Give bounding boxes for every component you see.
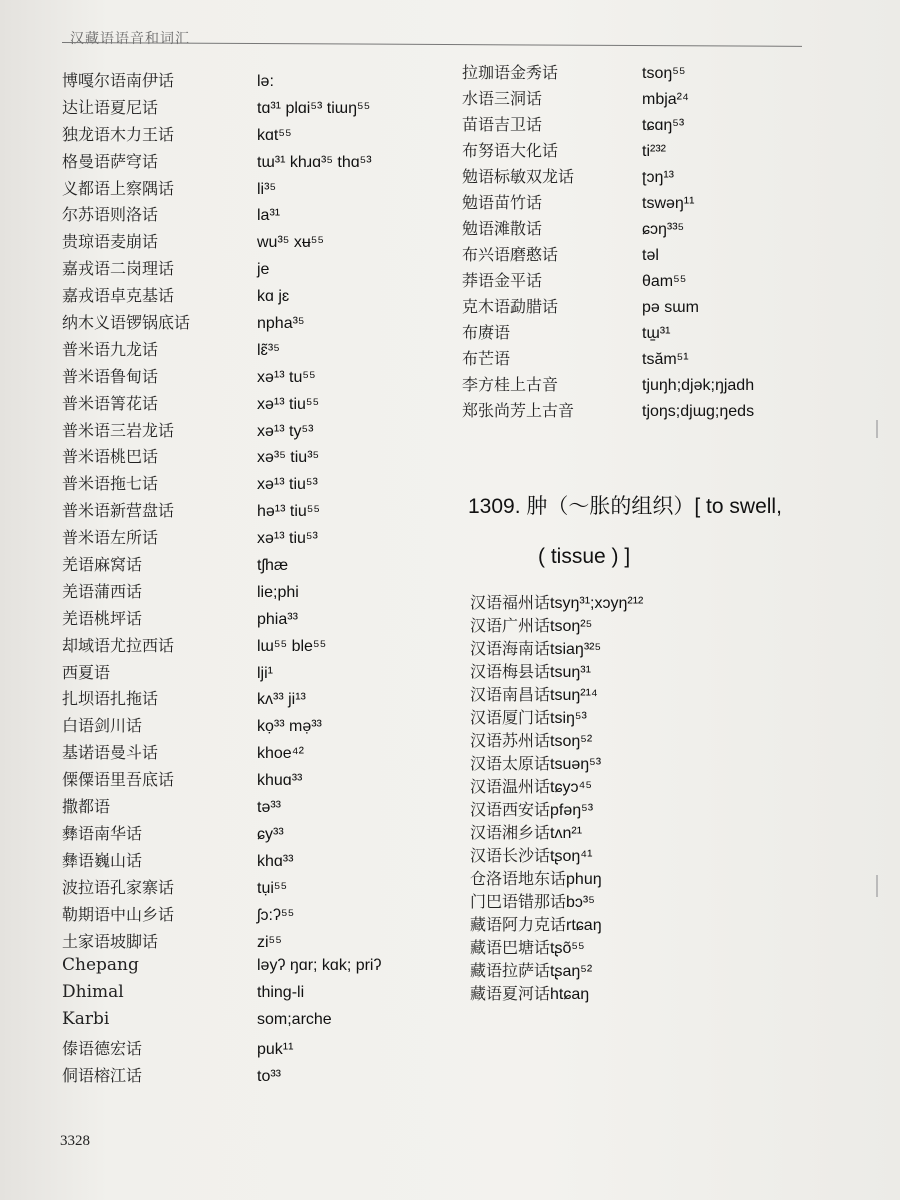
dialect-entry <box>462 138 842 164</box>
dialect-entry <box>62 821 402 848</box>
dialect-entry <box>462 60 842 86</box>
dialect-name: 藏语夏河话 <box>470 984 551 1003</box>
phonetic-form: tsuəŋ⁵³ <box>550 756 602 773</box>
dialect-entry <box>470 705 850 728</box>
dialect-name: 却域语尤拉西话 <box>62 635 175 655</box>
phonetic-form: tswəŋ¹¹ <box>642 195 695 212</box>
phonetic-form: ləyʔ ŋɑr; kɑk; priʔ <box>257 957 382 975</box>
phonetic-form: tɕyɔ⁴⁵ <box>550 779 592 796</box>
dialect-name: 李方桂上古音 <box>462 375 559 394</box>
dialect-name: 汉语南昌话 <box>470 685 551 704</box>
dialect-entry <box>470 958 850 981</box>
phonetic-form: lji¹ <box>257 664 273 682</box>
page-number: 3328 <box>60 1133 90 1149</box>
phonetic-form: tjoŋs;djɯg;ŋeds <box>642 403 755 420</box>
phonetic-form: təl <box>642 247 659 264</box>
dialect-entry <box>62 176 402 203</box>
dialect-name: 羌语麻窝话 <box>62 555 143 575</box>
dialect-name: 侗语榕江话 <box>62 1065 143 1085</box>
entry-heading: 1309. 肿（～胀的组织）[ to swell, <box>468 495 782 518</box>
dialect-entry <box>62 982 402 1009</box>
phonetic-form: ɕɔŋ³³⁵ <box>642 221 685 238</box>
dialect-entry <box>62 391 402 418</box>
dialect-name: 仓洛语地东话 <box>470 869 567 888</box>
dialect-name: 汉语海南话 <box>470 639 551 658</box>
phonetic-form: thing-li <box>257 984 305 1002</box>
phonetic-form: tsiaŋ³²⁵ <box>550 641 602 658</box>
phonetic-form: tə³³ <box>257 799 281 817</box>
dialect-entry <box>462 294 842 320</box>
dialect-entry <box>62 713 402 740</box>
dialect-name: 傈僳语里吾底话 <box>62 770 175 790</box>
dialect-entry <box>62 310 402 337</box>
dialect-entry <box>62 68 402 95</box>
dialect-entry <box>470 981 850 1004</box>
dialect-entry <box>470 774 850 797</box>
dialect-name: 汉语福州话 <box>470 593 551 612</box>
dialect-name: 白语剑川话 <box>62 716 143 736</box>
dialect-name: 藏语阿力克话 <box>470 915 567 934</box>
phonetic-form: ʃɔ:ʔ⁵⁵ <box>257 906 295 924</box>
dialect-entry <box>470 590 850 613</box>
phonetic-form: tjuŋh;djək;ŋjadh <box>642 377 755 394</box>
phonetic-form: xə¹³ tiu⁵⁵ <box>257 395 320 413</box>
dialect-name: 贵琼语麦崩话 <box>62 232 159 252</box>
dialect-entry <box>462 372 842 398</box>
right-column-top <box>462 60 842 424</box>
dialect-name: 汉语太原话 <box>470 754 551 773</box>
phonetic-form: kɑt⁵⁵ <box>257 126 292 144</box>
dialect-entry <box>62 606 402 633</box>
dialect-name: 尔苏语则洛话 <box>62 205 159 225</box>
dialect-name: 西夏语 <box>62 662 111 682</box>
phonetic-form: khɑ³³ <box>257 852 294 870</box>
phonetic-form: θam⁵⁵ <box>642 273 687 290</box>
phonetic-form: tʃhæ <box>257 557 289 575</box>
dialect-entry <box>62 794 402 821</box>
dialect-entry <box>62 256 402 283</box>
dialect-entry <box>62 1009 402 1036</box>
dialect-entry <box>62 660 402 687</box>
dialect-name: 普米语拖七话 <box>62 474 159 494</box>
dialect-entry <box>62 364 402 391</box>
phonetic-form: ɕy³³ <box>257 825 284 843</box>
dialect-name: 汉语温州话 <box>470 777 551 796</box>
dialect-name: 普米语新营盘话 <box>62 501 175 521</box>
margin-mark <box>876 420 878 438</box>
phonetic-form: wu³⁵ xʉ⁵⁵ <box>257 234 325 252</box>
dialect-name: 博嘎尔语南伊话 <box>62 71 175 90</box>
dialect-name: Karbi <box>62 1009 110 1030</box>
phonetic-form: tʌn²¹ <box>550 825 583 842</box>
phonetic-form: tɕɑŋ⁵³ <box>642 117 685 134</box>
dialect-name: 汉语湘乡话 <box>470 823 551 842</box>
dialect-entry <box>62 633 402 660</box>
phonetic-form: som;arche <box>257 1011 332 1029</box>
dialect-entry <box>470 866 850 889</box>
dialect-name: 嘉戎语二岗理话 <box>62 259 175 279</box>
phonetic-form: zi⁵⁵ <box>257 933 282 951</box>
dialect-name: 嘉戎语卓克基话 <box>62 286 175 306</box>
dialect-name: 拉珈语金秀话 <box>462 63 559 82</box>
phonetic-form: je <box>257 261 270 279</box>
dialect-name: 藏语巴塘话 <box>470 938 551 957</box>
phonetic-form: tʂaŋ⁵² <box>550 963 593 980</box>
dialect-name: 波拉语孔家寨话 <box>62 877 175 897</box>
dialect-name: 勒期语中山乡话 <box>62 904 175 924</box>
phonetic-form: li³⁵ <box>257 180 277 198</box>
dialect-name: 扎坝语扎拖话 <box>62 689 159 709</box>
dialect-entry <box>470 797 850 820</box>
dialect-name: 纳木义语锣锅底话 <box>62 313 191 333</box>
dialect-name: 义都语上察隅话 <box>62 178 175 198</box>
dialect-entry <box>470 935 850 958</box>
phonetic-form: ʈɔŋ¹³ <box>642 169 674 186</box>
phonetic-form: puk¹¹ <box>257 1041 294 1059</box>
dialect-name: 勉语滩散话 <box>462 219 543 238</box>
dialect-entry <box>470 820 850 843</box>
dialect-entry <box>62 740 402 767</box>
dialect-entry <box>62 686 402 713</box>
dialect-entry <box>62 418 402 445</box>
dialect-name: 布芒语 <box>462 349 511 368</box>
dialect-name: 汉语厦门话 <box>470 708 551 727</box>
dialect-entry <box>62 471 402 498</box>
phonetic-form: tɯ̠³¹ <box>642 325 671 342</box>
phonetic-form: htɕaŋ <box>550 986 590 1003</box>
dialect-name: 羌语桃坪话 <box>62 608 143 628</box>
phonetic-form: tsoŋ⁵² <box>550 733 593 750</box>
dialect-entry <box>462 320 842 346</box>
phonetic-form: xə¹³ tu⁵⁵ <box>257 368 316 386</box>
phonetic-form: lɯ⁵⁵ ble⁵⁵ <box>257 637 327 655</box>
dialect-entry <box>470 843 850 866</box>
phonetic-form: hə¹³ tiu⁵⁵ <box>257 503 321 521</box>
dialect-name: 水语三洞话 <box>462 89 543 108</box>
phonetic-form: khoe⁴² <box>257 745 304 763</box>
phonetic-form: kọ³³ mə̣³³ <box>257 718 322 736</box>
dialect-name: 彝语巍山话 <box>62 850 143 870</box>
dialect-entry <box>470 912 850 935</box>
dialect-entry <box>62 149 402 176</box>
dialect-name: 汉语西安话 <box>470 800 551 819</box>
phonetic-form: kʌ³³ ji¹³ <box>257 691 306 709</box>
phonetic-form: khuɑ³³ <box>257 772 303 790</box>
dialect-name: 普米语鲁甸话 <box>62 366 159 386</box>
phonetic-form: ti²³² <box>642 143 666 160</box>
dialect-entry <box>62 1063 402 1090</box>
dialect-entry <box>470 659 850 682</box>
dialect-name: 达让语夏尼话 <box>62 97 159 117</box>
dialect-name: 苗语吉卫话 <box>462 115 543 134</box>
dialect-name: 莽语金平话 <box>462 271 543 290</box>
dialect-entry <box>462 86 842 112</box>
phonetic-form: tɑ³¹ plɑi⁵³ tiɯŋ⁵⁵ <box>257 99 371 117</box>
phonetic-form: tsoŋ⁵⁵ <box>642 65 686 82</box>
phonetic-form: tụi⁵⁵ <box>257 879 288 897</box>
dialect-entry <box>62 579 402 606</box>
dialect-name: 克木语勐腊话 <box>462 297 559 316</box>
dialect-entry <box>462 164 842 190</box>
dialect-name: 普米语箐花话 <box>62 393 159 413</box>
phonetic-form: to³³ <box>257 1067 281 1085</box>
dialect-entry <box>62 955 402 982</box>
phonetic-form: kɑ jɛ <box>257 288 290 306</box>
dialect-entry <box>462 398 842 424</box>
phonetic-form: tɯ³¹ khɹɑ³⁵ thɑ⁵³ <box>257 153 372 171</box>
running-header: 汉藏语语音和词汇 <box>70 31 190 47</box>
dialect-entry <box>62 1036 402 1063</box>
phonetic-form: phia³³ <box>257 610 298 628</box>
dialect-name: 汉语梅县话 <box>470 662 551 681</box>
dialect-entry <box>62 229 402 256</box>
phonetic-form: pə sɯm <box>642 299 699 316</box>
phonetic-form: tsoŋ²⁵ <box>550 618 593 635</box>
dialect-name: 基诺语曼斗话 <box>62 743 159 763</box>
dialect-entry <box>62 202 402 229</box>
dialect-name: 汉语长沙话 <box>470 846 551 865</box>
dialect-name: 门巴语错那话 <box>470 892 567 911</box>
dialect-name: 羌语蒲西话 <box>62 581 143 601</box>
dialect-entry <box>62 444 402 471</box>
dialect-entry <box>462 268 842 294</box>
phonetic-form: xə¹³ tiu⁵³ <box>257 530 318 548</box>
phonetic-form: rtɕaŋ <box>566 917 602 934</box>
dialect-name: 藏语拉萨话 <box>470 961 551 980</box>
dialect-name: 汉语苏州话 <box>470 731 551 750</box>
dialect-entry <box>462 112 842 138</box>
phonetic-form: tʂoŋ⁴¹ <box>550 848 593 865</box>
phonetic-form: pfəŋ⁵³ <box>550 802 594 819</box>
dialect-entry <box>470 889 850 912</box>
phonetic-form: npha³⁵ <box>257 315 305 333</box>
dialect-entry <box>62 929 402 956</box>
dialect-name: 普米语三岩龙话 <box>62 420 175 440</box>
entry-heading-continued: ( tissue ) ] <box>538 545 631 568</box>
phonetic-form: bɔ³⁵ <box>566 894 595 911</box>
dialect-entry <box>62 525 402 552</box>
phonetic-form: tsyŋ³¹;xɔyŋ²¹² <box>550 595 644 612</box>
dialect-entry <box>62 848 402 875</box>
left-column <box>62 68 402 1090</box>
phonetic-form: tsăm⁵¹ <box>642 351 689 368</box>
dialect-name: 布兴语磨憨话 <box>462 245 559 264</box>
dialect-entry <box>62 283 402 310</box>
dialect-entry <box>462 216 842 242</box>
dialect-name: 彝语南华话 <box>62 823 143 843</box>
dialect-entry <box>62 122 402 149</box>
phonetic-form: tsuŋ²¹⁴ <box>550 687 598 704</box>
phonetic-form: tʂõ⁵⁵ <box>550 940 585 957</box>
phonetic-form: lɛ̃³⁵ <box>257 341 280 359</box>
dialect-entry <box>62 95 402 122</box>
dialect-entry <box>62 498 402 525</box>
dialect-entry <box>62 767 402 794</box>
right-column-bottom <box>470 590 850 1004</box>
dialect-entry <box>62 902 402 929</box>
dialect-name: Chepang <box>62 955 139 976</box>
phonetic-form: la³¹ <box>257 207 281 225</box>
dialect-name: Dhimal <box>62 982 124 1003</box>
phonetic-form: xə¹³ tiu⁵³ <box>257 476 318 494</box>
margin-mark <box>876 875 878 897</box>
dialect-entry <box>470 728 850 751</box>
dialect-entry <box>462 242 842 268</box>
dialect-entry <box>470 613 850 636</box>
dialect-name: 独龙语木力王话 <box>62 124 175 144</box>
dialect-name: 汉语广州话 <box>470 616 551 635</box>
dialect-entry <box>470 751 850 774</box>
dialect-entry <box>62 875 402 902</box>
dialect-entry <box>462 190 842 216</box>
dialect-name: 郑张尚芳上古音 <box>462 401 575 420</box>
dialect-name: 布赓语 <box>462 323 511 342</box>
dialect-entry <box>470 636 850 659</box>
phonetic-form: mbja²⁴ <box>642 91 689 108</box>
phonetic-form: xə¹³ ty⁵³ <box>257 422 314 440</box>
dialect-name: 普米语桃巴话 <box>62 447 159 467</box>
dialect-entry <box>62 337 402 364</box>
dialect-name: 勉语标敏双龙话 <box>462 167 575 186</box>
phonetic-form: xə³⁵ tiu³⁵ <box>257 449 320 467</box>
phonetic-form: tsuŋ³¹ <box>550 664 591 681</box>
dialect-name: 布努语大化话 <box>462 141 559 160</box>
phonetic-form: lə: <box>257 73 274 90</box>
phonetic-form: tsiŋ⁵³ <box>550 710 587 727</box>
dialect-name: 傣语德宏话 <box>62 1039 143 1059</box>
dialect-name: 勉语苗竹话 <box>462 193 543 212</box>
phonetic-form: lie;phi <box>257 583 299 601</box>
dialect-entry <box>62 552 402 579</box>
dialect-name: 普米语左所话 <box>62 528 159 548</box>
phonetic-form: phuŋ <box>566 871 602 888</box>
dialect-entry <box>462 346 842 372</box>
dialect-name: 撒都语 <box>62 797 111 817</box>
dialect-name: 普米语九龙话 <box>62 339 159 359</box>
dialect-entry <box>470 682 850 705</box>
dialect-name: 格曼语萨穹话 <box>62 151 159 171</box>
dialect-name: 土家语坡脚话 <box>62 931 159 951</box>
